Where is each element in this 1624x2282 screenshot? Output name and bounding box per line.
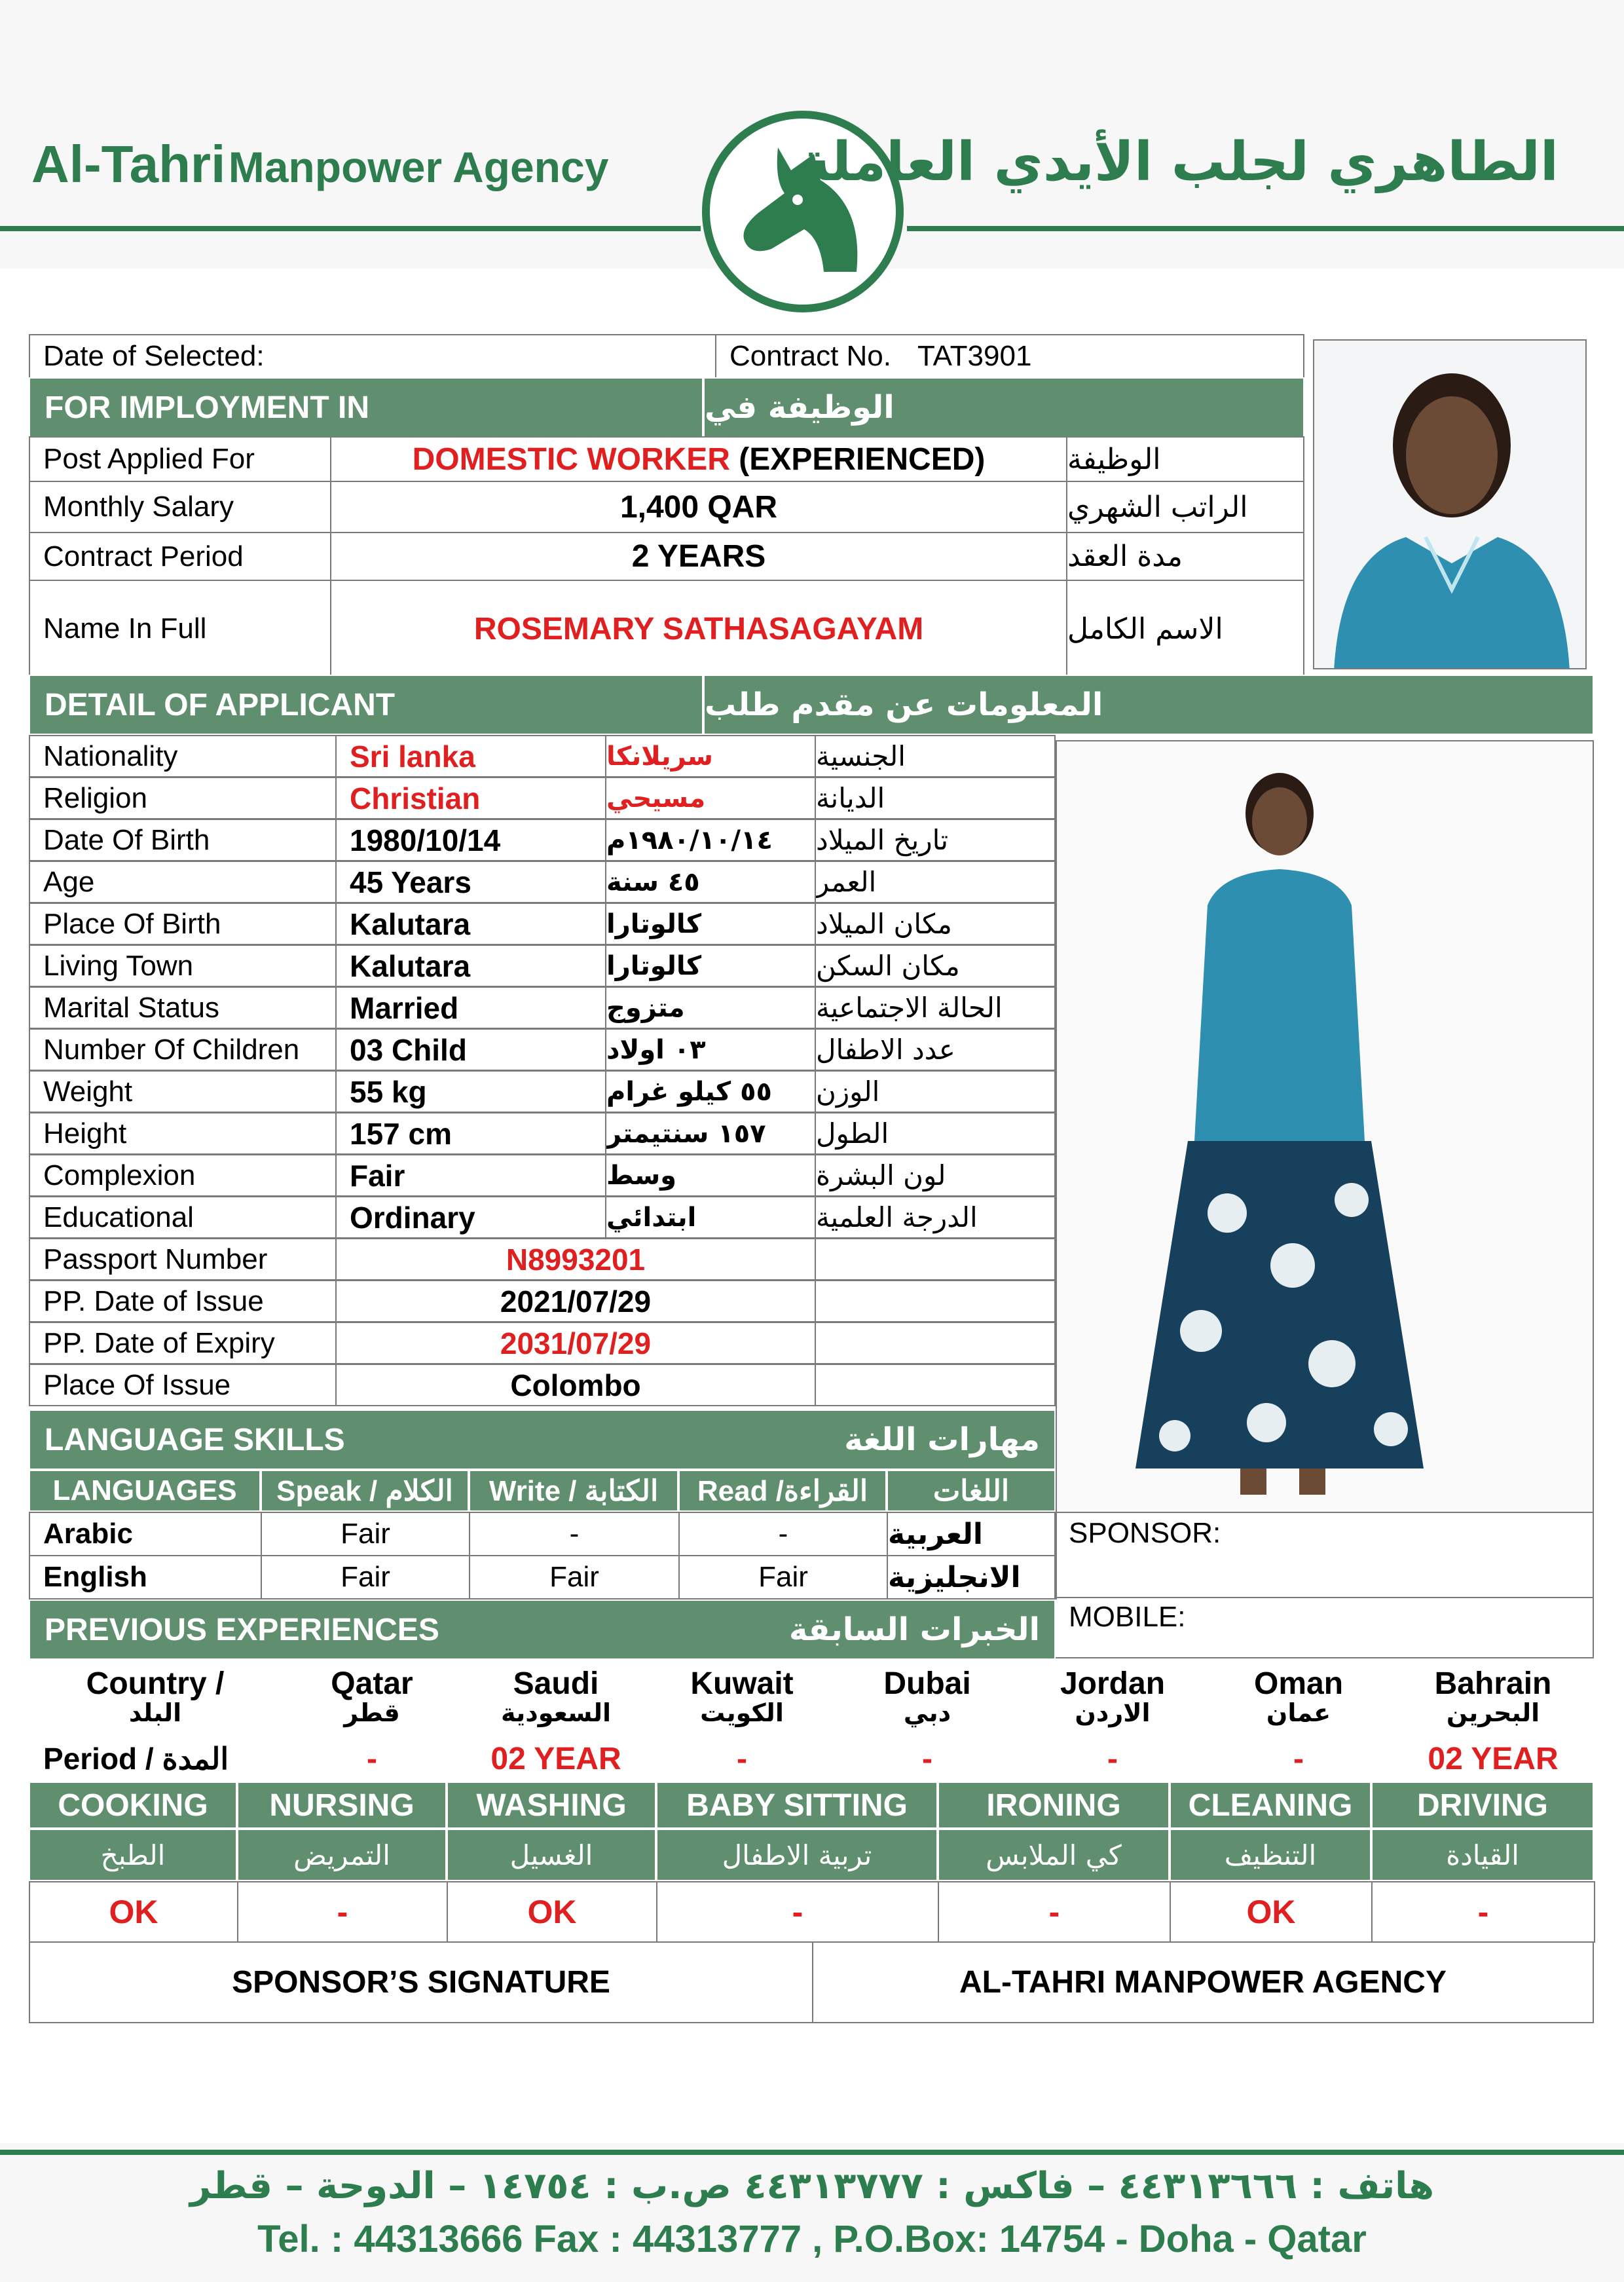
experience-period-value: - — [648, 1736, 836, 1782]
job-row-label-ar: الراتب الشهري — [1066, 481, 1304, 533]
brand-name-en — [31, 134, 608, 195]
experience-period-value: - — [1205, 1736, 1392, 1782]
detail-label-ar: العمر — [815, 861, 1056, 903]
sponsor-signature: SPONSOR’S SIGNATURE — [29, 1941, 813, 2023]
detail-value: Kalutara — [335, 903, 606, 945]
job-value-highlight: ROSEMARY SATHASAGAYAM — [473, 611, 924, 646]
language-cell: Arabic — [29, 1512, 262, 1556]
experience-country — [1019, 1658, 1206, 1736]
passport-label: PP. Date of Issue — [29, 1280, 337, 1322]
detail-label: Date Of Birth — [29, 819, 337, 861]
footer-line — [0, 2150, 1624, 2155]
language-cell: الانجليزية — [887, 1555, 1057, 1599]
detail-label-ar: الطول — [815, 1112, 1056, 1155]
experience-period-label: Period / المدة — [29, 1736, 282, 1782]
skill-value: - — [656, 1881, 939, 1943]
country-ar: دبي — [903, 1698, 951, 1728]
experience-period-value: - — [834, 1736, 1020, 1782]
header-line-right — [907, 226, 1624, 231]
passport-blank — [815, 1238, 1056, 1281]
contract-label: Contract No. — [729, 340, 891, 372]
language-title-en: LANGUAGE SKILLS — [45, 1422, 345, 1457]
language-cell: - — [469, 1512, 680, 1556]
detail-label-ar: تاريخ الميلاد — [815, 819, 1056, 861]
skill-value: - — [237, 1881, 448, 1943]
country-en: Dubai — [883, 1666, 971, 1701]
detail-value-ar: ١٥٧ سنتيمتر — [605, 1112, 816, 1155]
detail-label-ar: مكان الميلاد — [815, 903, 1056, 945]
passport-blank — [815, 1364, 1056, 1406]
detail-value-ar: سريلانكا — [605, 735, 816, 777]
detail-label: Religion — [29, 777, 337, 819]
detail-label: Nationality — [29, 735, 337, 777]
job-row-value — [330, 532, 1067, 581]
language-title-ar: مهارات اللغة — [844, 1421, 1040, 1458]
detail-value-ar: ٠٣ اولاد — [605, 1028, 816, 1071]
job-value-text: (EXPERIENCED) — [729, 441, 986, 477]
detail-value: 03 Child — [335, 1028, 606, 1071]
date-selected-label: Date of Selected: — [29, 334, 716, 379]
employment-bar-ar: الوظيفة في — [703, 377, 1304, 438]
skill-value: - — [938, 1881, 1171, 1943]
detail-label: Marital Status — [29, 986, 337, 1029]
language-bar — [29, 1410, 1056, 1470]
language-cell: English — [29, 1555, 262, 1599]
experience-bar — [29, 1599, 1056, 1660]
country-en: Jordan — [1060, 1666, 1166, 1701]
experience-country — [280, 1658, 464, 1736]
contract-no-cell — [715, 334, 1304, 379]
detail-label: Complexion — [29, 1154, 337, 1197]
skill-header-en: BABY SITTING — [656, 1782, 938, 1829]
detail-value: 55 kg — [335, 1070, 606, 1113]
detail-label-ar: الديانة — [815, 777, 1056, 819]
job-row-label: Monthly Salary — [29, 481, 331, 533]
employment-bar-en: FOR IMPLOYMENT IN — [29, 377, 703, 438]
job-row-label: Name In Full — [29, 580, 331, 678]
full-body-figure-icon — [1057, 741, 1594, 1513]
detail-label-ar: الجنسية — [815, 735, 1056, 777]
detail-value-ar: متزوج — [605, 986, 816, 1029]
applicant-bar-ar: المعلومات عن مقدم طلب — [703, 675, 1594, 735]
language-cell: Fair — [261, 1512, 470, 1556]
sponsor-cell: SPONSOR: — [1054, 1512, 1594, 1598]
experience-country — [462, 1658, 650, 1736]
detail-label: Height — [29, 1112, 337, 1155]
detail-label: Living Town — [29, 945, 337, 987]
language-cell: Fair — [469, 1555, 680, 1599]
footer-band — [0, 2143, 1624, 2282]
skill-header-ar: التنظيف — [1170, 1829, 1371, 1881]
skill-header-ar: القيادة — [1371, 1829, 1594, 1881]
footer-contact-en: Tel. : 44313666 Fax : 44313777 , P.O.Box: 14754 - Doha - Qatar — [257, 2218, 1367, 2260]
skill-header-en: IRONING — [938, 1782, 1170, 1829]
skill-header-en: CLEANING — [1170, 1782, 1371, 1829]
brand-en-sub: Manpower Agency — [228, 143, 609, 191]
skill-header-en: NURSING — [237, 1782, 447, 1829]
detail-value-ar: كالوتارا — [605, 903, 816, 945]
experience-title-en: PREVIOUS EXPERIENCES — [45, 1612, 439, 1647]
country-en: Kuwait — [690, 1666, 794, 1701]
language-header: LANGUAGES — [29, 1470, 261, 1512]
detail-label-ar: مكان السكن — [815, 945, 1056, 987]
skill-value: - — [1371, 1881, 1595, 1943]
passport-blank — [815, 1280, 1056, 1322]
passport-label: Place Of Issue — [29, 1364, 337, 1406]
detail-value-ar: كالوتارا — [605, 945, 816, 987]
passport-value: 2021/07/29 — [335, 1280, 816, 1322]
applicant-bar-en: DETAIL OF APPLICANT — [29, 675, 703, 735]
language-cell: العربية — [887, 1512, 1057, 1556]
job-row-value — [330, 436, 1067, 482]
job-row-value — [330, 481, 1067, 533]
skill-value: OK — [447, 1881, 657, 1943]
job-value-text: 2 YEARS — [631, 539, 766, 574]
detail-label: Educational — [29, 1196, 337, 1239]
skill-header-en: DRIVING — [1371, 1782, 1594, 1829]
language-header: Speak / الكلام — [261, 1470, 469, 1512]
country-en: Oman — [1253, 1666, 1344, 1701]
detail-value-ar: ٤٥ سنة — [605, 861, 816, 903]
experience-period-value: 02 YEAR — [462, 1736, 650, 1782]
country-en: Saudi — [513, 1666, 599, 1701]
country-ar: البلد — [128, 1698, 182, 1728]
contract-number: TAT3901 — [917, 340, 1032, 372]
applicant-full-photo — [1056, 740, 1594, 1513]
detail-value: Kalutara — [335, 945, 606, 987]
detail-value-ar: ابتدائي — [605, 1196, 816, 1239]
language-header: اللغات — [887, 1470, 1056, 1512]
detail-value-ar: ٥٥ كيلو غرام — [605, 1070, 816, 1113]
detail-value: 1980/10/14 — [335, 819, 606, 861]
country-en: Country / — [86, 1666, 225, 1701]
experience-country — [834, 1658, 1020, 1736]
country-ar: الكويت — [700, 1698, 784, 1728]
detail-label-ar: عدد الاطفال — [815, 1028, 1056, 1071]
header-line-left — [0, 226, 701, 231]
skill-header-ar: كي الملابس — [938, 1829, 1170, 1881]
country-ar: عمان — [1266, 1698, 1331, 1728]
language-cell: Fair — [678, 1555, 888, 1599]
detail-label-ar: الدرجة العلمية — [815, 1196, 1056, 1239]
job-row-value — [330, 580, 1067, 678]
detail-label-ar: لون البشرة — [815, 1154, 1056, 1197]
detail-value: Ordinary — [335, 1196, 606, 1239]
experience-period-value: 02 YEAR — [1391, 1736, 1595, 1782]
footer-contact-ar: هاتف : ٤٤٣١٣٦٦٦ – فاكس : ٤٤٣١٣٧٧٧ ص.ب : ١٤٧٥٤ – الدوحة – قطر — [189, 2165, 1435, 2207]
mobile-cell: MOBILE: — [1054, 1597, 1594, 1658]
language-header: Write / الكتابة — [469, 1470, 678, 1512]
experience-period-value: - — [280, 1736, 464, 1782]
detail-value: Sri lanka — [335, 735, 606, 777]
passport-label: Passport Number — [29, 1238, 337, 1281]
detail-label: Weight — [29, 1070, 337, 1113]
detail-label: Number Of Children — [29, 1028, 337, 1071]
passport-value: N8993201 — [335, 1238, 816, 1281]
job-row-label-ar: الوظيفة — [1066, 436, 1304, 482]
detail-value: Married — [335, 986, 606, 1029]
skill-header-ar: الغسيل — [447, 1829, 656, 1881]
experience-country — [1205, 1658, 1392, 1736]
detail-value-ar: ١٩٨٠/١٠/١٤م — [605, 819, 816, 861]
skill-header-en: COOKING — [29, 1782, 237, 1829]
detail-label: Age — [29, 861, 337, 903]
country-ar: السعودية — [500, 1698, 612, 1728]
skill-header-ar: تربية الاطفال — [656, 1829, 938, 1881]
job-row-label-ar: الاسم الكامل — [1066, 580, 1304, 678]
job-value-highlight: DOMESTIC WORKER — [412, 441, 730, 477]
skill-header-ar: التمريض — [237, 1829, 447, 1881]
language-cell: Fair — [261, 1555, 470, 1599]
skill-value: OK — [29, 1881, 238, 1943]
experience-country — [1391, 1658, 1595, 1736]
brand-name-ar: الطاهري لجلب الأيدي العاملة — [798, 131, 1559, 193]
skill-header-en: WASHING — [447, 1782, 656, 1829]
portrait-figure-icon — [1314, 341, 1587, 669]
detail-label: Place Of Birth — [29, 903, 337, 945]
applicant-portrait-photo — [1313, 339, 1587, 669]
detail-value: Fair — [335, 1154, 606, 1197]
skill-header-ar: الطبخ — [29, 1829, 237, 1881]
experience-country — [29, 1658, 282, 1736]
language-cell: - — [678, 1512, 888, 1556]
brand-en-main: Al-Tahri — [31, 135, 226, 193]
detail-value: 157 cm — [335, 1112, 606, 1155]
detail-value: 45 Years — [335, 861, 606, 903]
job-row-label: Post Applied For — [29, 436, 331, 482]
agency-signature: AL-TAHRI MANPOWER AGENCY — [812, 1941, 1594, 2023]
passport-blank — [815, 1322, 1056, 1364]
country-en: Qatar — [331, 1666, 413, 1701]
detail-label-ar: الوزن — [815, 1070, 1056, 1113]
detail-value: Christian — [335, 777, 606, 819]
passport-label: PP. Date of Expiry — [29, 1322, 337, 1364]
job-row-label: Contract Period — [29, 532, 331, 581]
experience-period-value: - — [1019, 1736, 1206, 1782]
detail-value-ar: مسيحي — [605, 777, 816, 819]
experience-country — [648, 1658, 836, 1736]
country-ar: قطر — [344, 1698, 400, 1728]
job-row-label-ar: مدة العقد — [1066, 532, 1304, 581]
job-value-text: 1,400 QAR — [619, 489, 778, 525]
passport-value: Colombo — [335, 1364, 816, 1406]
country-en: Bahrain — [1434, 1666, 1552, 1701]
experience-title-ar: الخبرات السابقة — [789, 1611, 1040, 1648]
skill-value: OK — [1170, 1881, 1373, 1943]
passport-value: 2031/07/29 — [335, 1322, 816, 1364]
country-ar: الاردن — [1075, 1698, 1151, 1728]
detail-label-ar: الحالة الاجتماعية — [815, 986, 1056, 1029]
language-header: Read /القراءة — [678, 1470, 887, 1512]
country-ar: البحرين — [1446, 1698, 1540, 1728]
detail-value-ar: وسط — [605, 1154, 816, 1197]
